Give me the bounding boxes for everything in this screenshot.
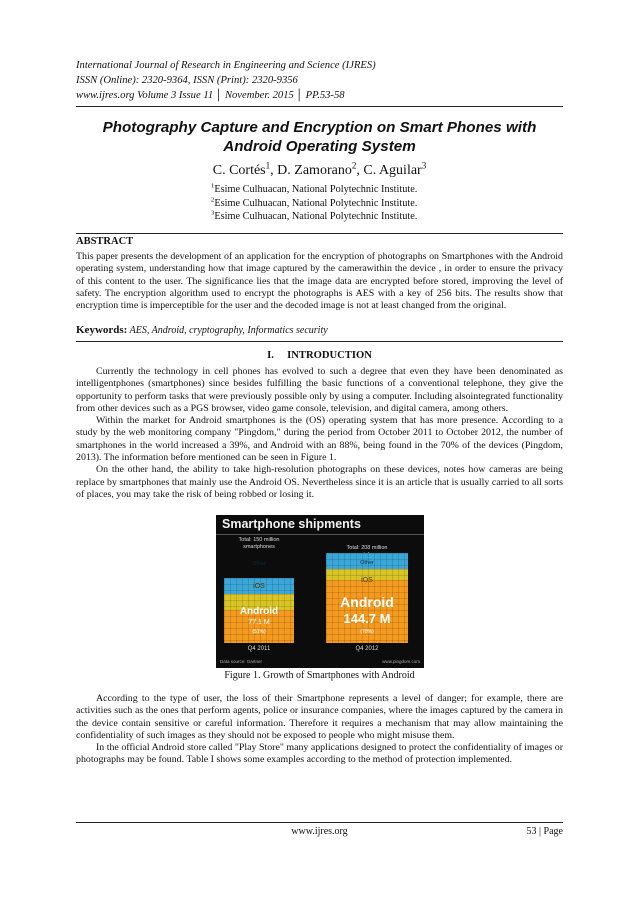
journal-name: International Journal of Research in Engineering and Science (IJRES) xyxy=(76,60,376,71)
affiliation-sup: 1 xyxy=(211,182,215,190)
paragraph: Within the market for Android smartphones is the (OS) operating system that has more presence. According to a study by the web monitoring company "Pingdom," during the period from October 2011 to October 2012, the number of smartphones in the world increased a 39%, and Android with an 88%, being found in the 70% of the devices (Pingdom, 2013). The information before mentioned can be seen in Figure 1. xyxy=(76,415,563,464)
figure-smartphone-shipments xyxy=(216,515,424,668)
affiliation-sup: 2 xyxy=(211,196,215,204)
figure-caption: Figure 1. Growth of Smartphones with Android xyxy=(224,670,415,681)
footer-rule xyxy=(76,822,563,823)
col2-android-label: Android xyxy=(340,594,394,610)
col2-ios-label: iOS xyxy=(361,577,373,584)
affiliations xyxy=(211,183,417,224)
source-site: www.pingdom.com xyxy=(382,659,420,664)
author-3-sup: 3 xyxy=(421,160,427,171)
author-list xyxy=(76,162,563,180)
paragraph: In the official Android store called "Play Store" many applications designed to protect the confidentiality of images or photographs may be found. Table I shows some examples according to the method of protection implemented. xyxy=(76,742,563,766)
section-heading xyxy=(76,350,563,361)
paper-title xyxy=(76,118,563,156)
title-line-2: Android Operating System xyxy=(223,138,416,155)
chart-title-divider xyxy=(216,534,424,535)
col2-android-value: 144.7 M xyxy=(343,611,391,626)
affiliation xyxy=(211,183,417,197)
journal-issn: ISSN (Online): 2320-9364, ISSN (Print): 2320-9356 xyxy=(76,75,298,86)
author-2: , D. Zamorano xyxy=(270,163,352,178)
x-tick-q4-2011: Q4 2011 xyxy=(247,646,271,652)
abstract-text xyxy=(76,251,563,312)
col1-total-line: Total: 150 million xyxy=(238,537,280,543)
col2-android-pct: (70%) xyxy=(360,629,374,635)
affiliation xyxy=(211,210,417,224)
author-1-sup: 1 xyxy=(265,160,271,171)
paragraph: On the other hand, the ability to take high-resolution photographs on these devices, notes how cameras are being replace by smartphones that mainly use the Android OS. Nevertheless since it is an article that is usually carried to all sorts of places, you may take the risk of being robbed or losing it. xyxy=(76,464,563,500)
col1-ios-label: iOS xyxy=(253,583,265,590)
journal-header xyxy=(76,58,566,103)
footer-url: www.ijres.org xyxy=(291,826,348,837)
keywords-label: Keywords: xyxy=(76,324,128,336)
abstract-rule xyxy=(76,233,563,234)
col2-other-label: Other xyxy=(360,560,374,566)
author-1: C. Cortés xyxy=(212,163,266,178)
abstract-label: ABSTRACT xyxy=(76,236,134,247)
footer-page: 53 | Page xyxy=(526,826,563,837)
keywords-rule xyxy=(76,341,563,342)
col1-android-value: 77.1 M xyxy=(248,619,270,626)
header-rule xyxy=(76,106,563,107)
col1-total-line: smartphones xyxy=(243,544,275,550)
x-tick-q4-2012: Q4 2012 xyxy=(355,646,379,652)
author-2-sup: 2 xyxy=(351,160,357,171)
journal-volume: www.ijres.org Volume 3 Issue 11 │ November. 2015 │ PP.53-58 xyxy=(76,90,345,101)
title-line-1: Photography Capture and Encryption on Smart Phones with xyxy=(102,119,537,136)
affiliation-text: Esime Culhuacan, National Polytechnic Institute. xyxy=(214,197,418,209)
col1-other-label: Other xyxy=(252,561,266,567)
author-3: , C. Aguilar xyxy=(356,163,422,178)
col2-total-line: Total: 208 million xyxy=(346,545,388,551)
data-source: Data source: Gartner xyxy=(220,659,263,664)
affiliation-text: Esime Culhuacan, National Polytechnic Institute. xyxy=(214,211,418,222)
intro-text-2 xyxy=(76,693,563,767)
abstract-paragraph: This paper presents the development of an application for the encryption of photographs on Smartphones with the Android operating system, understanding how that image captured by the camerawithin the device , in order to ensure the privacy of this content to the user. The significance lies that the image data are encrypted before stored, improving the level of safety. The encryption algorithm used to encrypt the photographs is AES with a key of 256 bits. The results show that encryption time is imperceptible for the user and the decoded image is not at least changed from the original. xyxy=(76,251,563,312)
keywords xyxy=(76,324,563,336)
col1-total xyxy=(224,537,294,551)
affiliation-text: Esime Culhuacan, National Polytechnic Institute. xyxy=(214,184,418,195)
col1-android-pct: (51%) xyxy=(252,629,266,635)
paragraph: Currently the technology in cell phones has evolved to such a degree that even they have been denominated as intelligentphones (smartphones) since besides fulfilling the basic functions of a conventional telephone, they give the opportunity to perform tasks that were previously possible only by using a computer. Including alsointegrated functionality from other devices such as a PGS browser, video game console, television, and digital camera, among others. xyxy=(76,366,563,414)
affiliation xyxy=(211,197,417,211)
intro-text-1 xyxy=(76,366,563,501)
chart-title: Smartphone shipments xyxy=(222,517,361,531)
col1-android-label: Android xyxy=(239,606,279,617)
paragraph: According to the type of user, the loss of their Smartphone represents a level of danger; for example, there are activities such as the ones that perform agents, police or insurance companies, where the images captured by the camera in the device contain sensitive or careful information. Therefore it requires a mechanism that may allow maintaining the confidentiality of such images as they should not be exposed to people who might misuse them. xyxy=(76,693,563,741)
keywords-text: AES, Android, cryptography, Informatics security xyxy=(127,325,328,336)
affiliation-sup: 3 xyxy=(211,209,215,217)
section-title: INTRODUCTION xyxy=(287,350,372,361)
section-number: I. xyxy=(267,350,274,361)
